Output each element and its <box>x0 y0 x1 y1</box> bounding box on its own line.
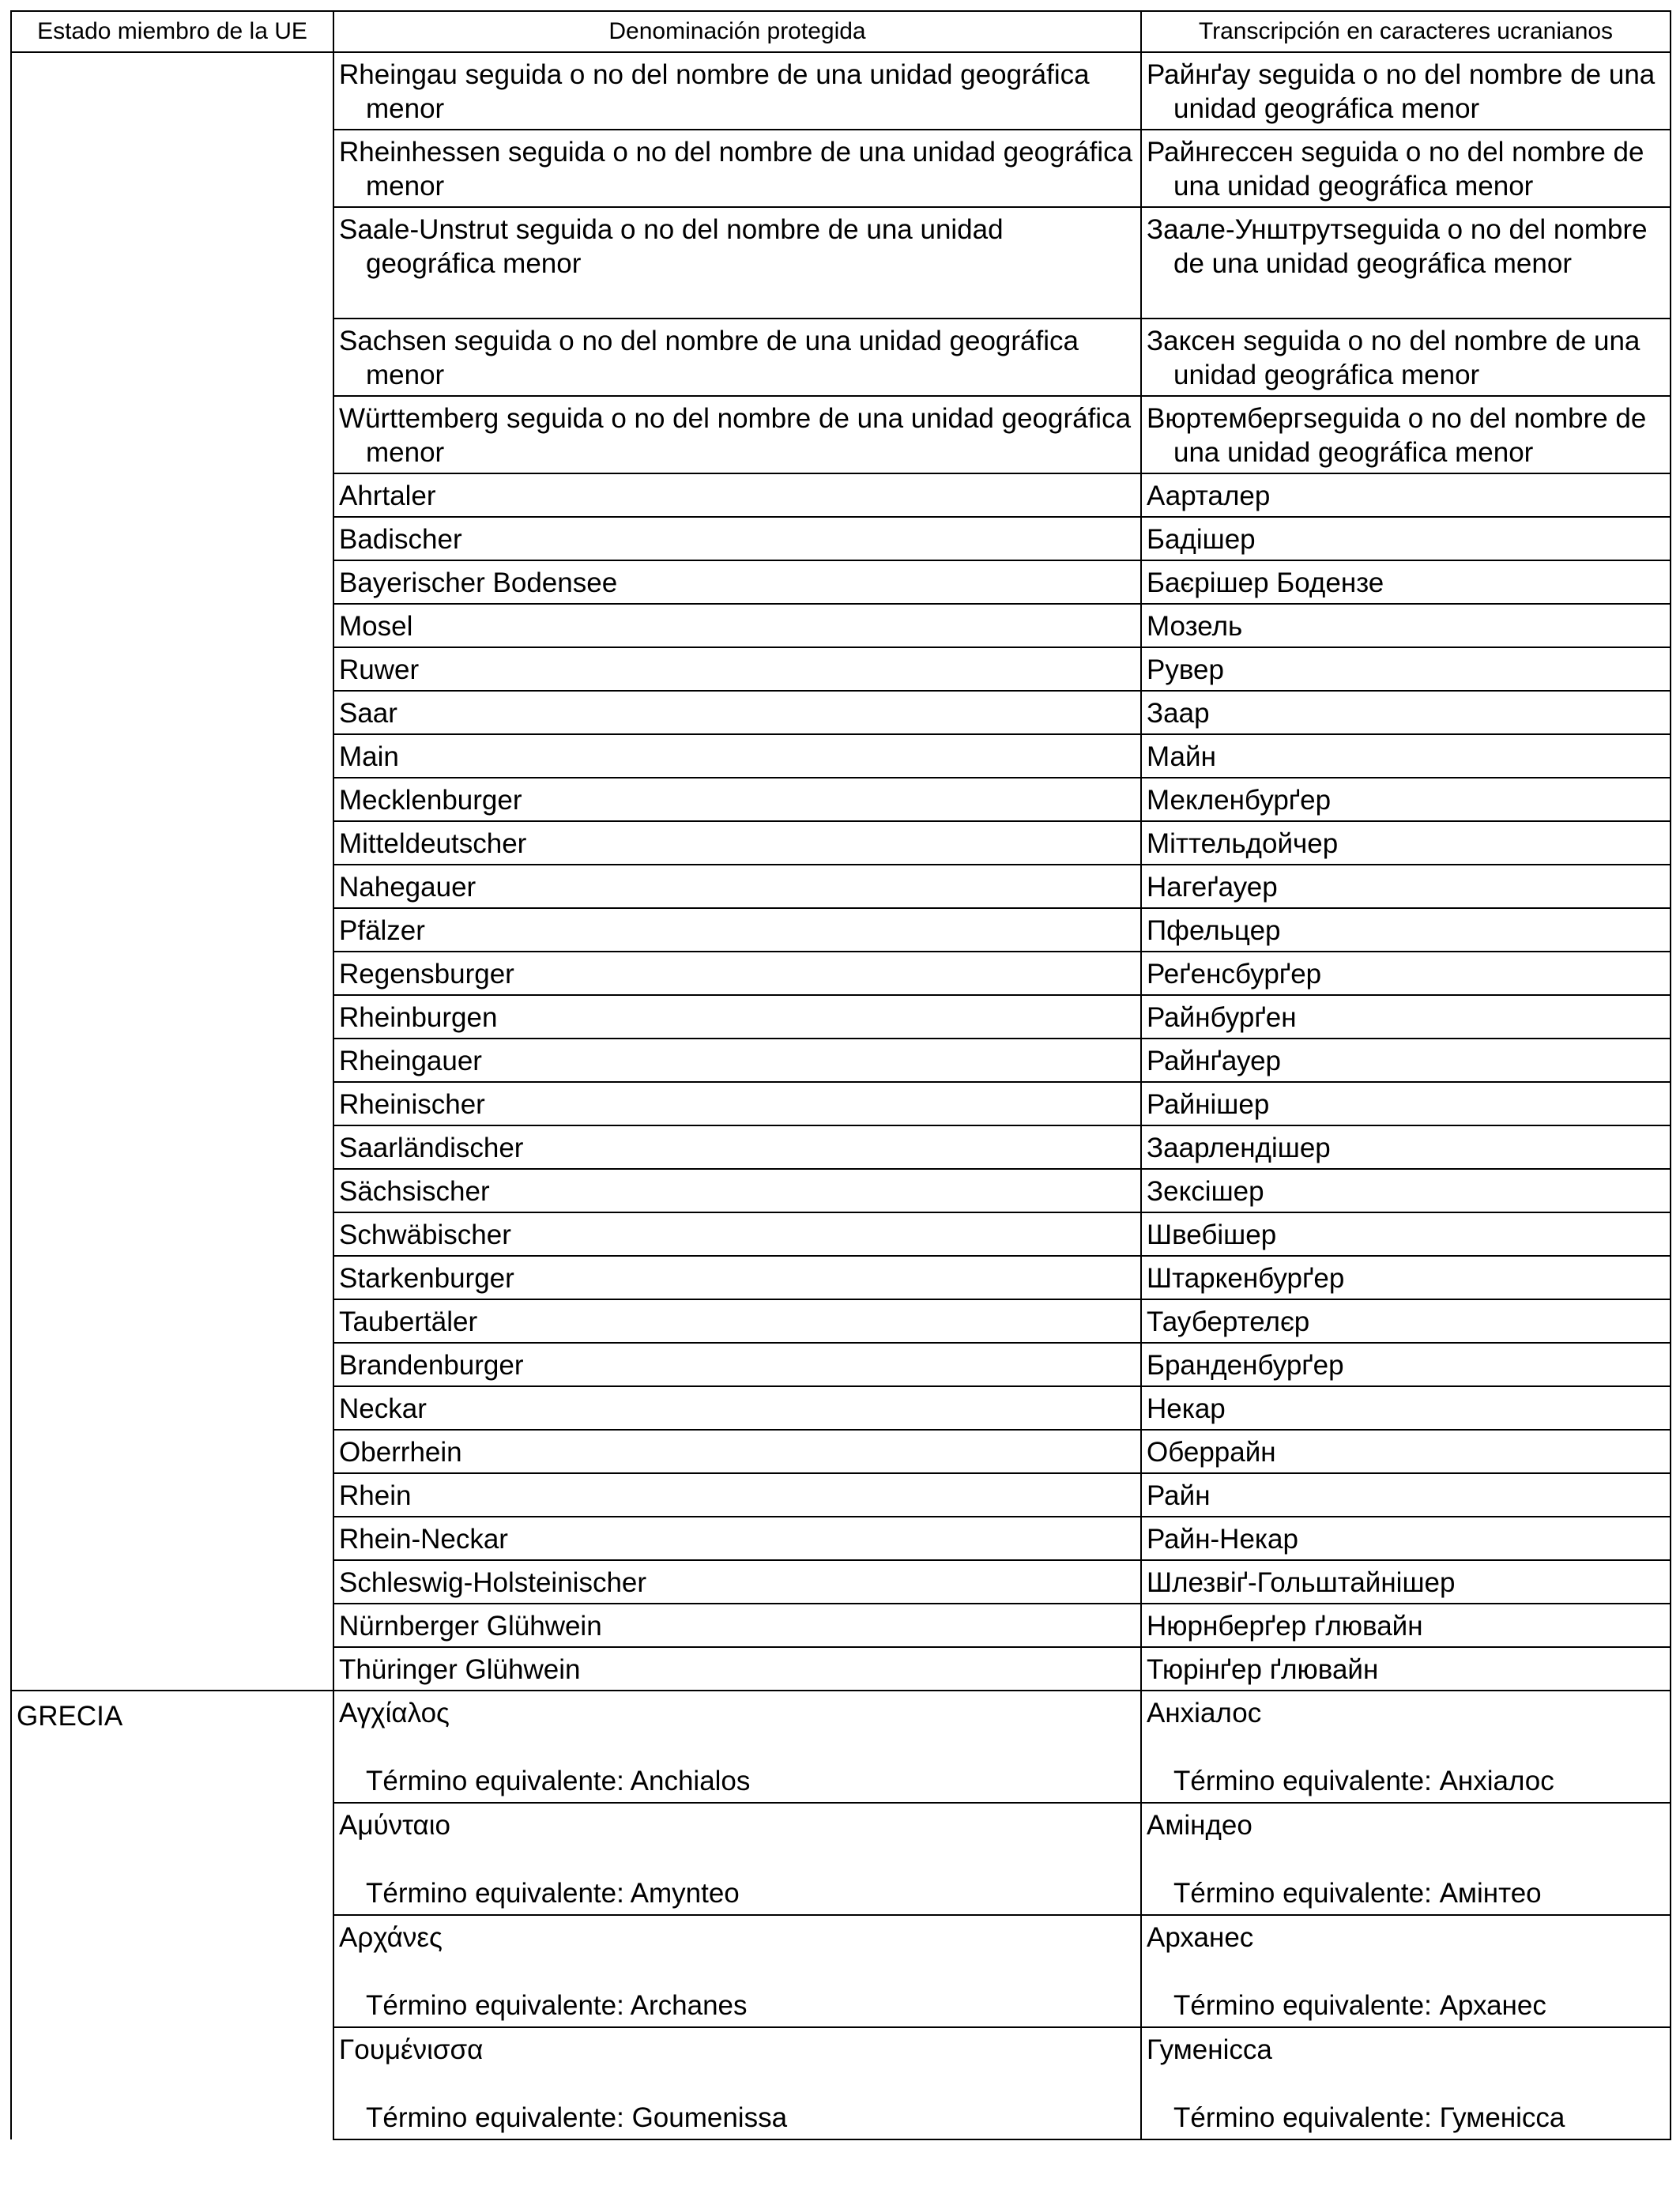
spacer <box>339 2067 1136 2101</box>
transcription-text: Аміндео <box>1147 1810 1252 1841</box>
transcription-text: Арханес <box>1147 1922 1254 1953</box>
denomination-text: Württemberg seguida o no del nombre de una unidad geográfica menor <box>339 403 1132 468</box>
transcription-cell <box>1141 1169 1671 1212</box>
equivalent-term-transcription: Término equivalente: Анхіалос <box>1173 1766 1554 1796</box>
transcription-cell <box>1141 1212 1671 1256</box>
transcription-cell <box>1141 995 1671 1039</box>
denomination-cell <box>333 1647 1141 1691</box>
spacer <box>339 1955 1136 1989</box>
transcription-text: Аарталер <box>1147 481 1271 511</box>
denomination-cell <box>333 1343 1141 1386</box>
denomination-cell <box>333 1082 1141 1125</box>
denomination-cell <box>333 647 1141 691</box>
spacer <box>1147 1955 1665 1989</box>
denomination-text: Pfälzer <box>339 915 425 946</box>
table-row <box>11 52 1671 130</box>
transcription-text: Анхіалос <box>1147 1698 1262 1728</box>
equivalent-term-transcription: Término equivalente: Арханес <box>1173 1990 1546 2021</box>
transcription-cell <box>1141 560 1671 604</box>
transcription-cell <box>1141 517 1671 560</box>
table-body <box>11 52 1671 2139</box>
denomination-text: Αμύνταιο <box>339 1810 450 1841</box>
spacer <box>1147 2067 1665 2101</box>
transcription-cell <box>1141 1039 1671 1082</box>
denomination-text: Ruwer <box>339 654 420 685</box>
transcription-text: Заале-Унштрутseguida o no del nombre de una unidad geográfica menor <box>1147 214 1648 279</box>
transcription-cell <box>1141 647 1671 691</box>
denomination-text: Rheinhessen seguida o no del nombre de una unidad geográfica menor <box>339 137 1133 202</box>
denominations-table <box>10 10 1671 2140</box>
transcription-text: Райнішер <box>1147 1089 1270 1120</box>
transcription-text: Пфельцер <box>1147 915 1281 946</box>
denomination-text: Oberrhein <box>339 1437 462 1468</box>
denomination-cell <box>333 1560 1141 1604</box>
transcription-cell <box>1141 130 1671 207</box>
transcription-text: Райнґау seguida o no del nombre de una unidad geográfica menor <box>1147 59 1656 124</box>
member-state-cell: GRECIA <box>11 1691 333 2139</box>
transcription-text: Таубертелєр <box>1147 1306 1310 1337</box>
transcription-text: Райнгессен seguida o no del nombre de una unidad geográfica menor <box>1147 137 1644 202</box>
transcription-cell <box>1141 1691 1671 1803</box>
denomination-text: Taubertäler <box>339 1306 478 1337</box>
transcription-cell <box>1141 1473 1671 1517</box>
denomination-cell <box>333 821 1141 865</box>
transcription-text: Мозель <box>1147 611 1243 642</box>
transcription-text: Оберрайн <box>1147 1437 1276 1468</box>
transcription-text: Вюртембергseguida o no del nombre de una unidad geográfica menor <box>1147 403 1647 468</box>
transcription-cell <box>1141 908 1671 952</box>
transcription-text: Баєрішер Бодензе <box>1147 567 1384 598</box>
denomination-cell <box>333 734 1141 778</box>
denomination-text: Rheingauer <box>339 1046 482 1076</box>
denomination-text: Saale-Unstrut seguida o no del nombre de una unidad geográfica menor <box>339 214 1004 279</box>
denomination-text: Rheinischer <box>339 1089 485 1120</box>
spacer <box>339 1842 1136 1876</box>
transcription-cell <box>1141 1256 1671 1299</box>
denomination-cell <box>333 2027 1141 2139</box>
denomination-text: Schleswig-Holsteinischer <box>339 1567 647 1598</box>
transcription-text: Райн-Некар <box>1147 1524 1298 1555</box>
denomination-cell <box>333 560 1141 604</box>
spacer <box>1147 1842 1665 1876</box>
denomination-cell <box>333 1125 1141 1169</box>
transcription-text: Бранденбурґер <box>1147 1350 1344 1381</box>
denomination-text: Brandenburger <box>339 1350 524 1381</box>
denomination-cell <box>333 604 1141 647</box>
transcription-text: Нюрнберґер ґлювайн <box>1147 1611 1423 1642</box>
equivalent-term: Término equivalente: Amynteo <box>366 1878 740 1909</box>
denomination-cell <box>333 952 1141 995</box>
transcription-cell <box>1141 396 1671 473</box>
transcription-cell <box>1141 319 1671 396</box>
denomination-cell <box>333 517 1141 560</box>
denomination-text: Main <box>339 741 399 772</box>
transcription-text: Нагеґауер <box>1147 872 1278 903</box>
denomination-cell <box>333 995 1141 1039</box>
denomination-cell <box>333 396 1141 473</box>
denomination-text: Rheinburgen <box>339 1002 498 1033</box>
transcription-cell <box>1141 865 1671 908</box>
denomination-text: Rhein <box>339 1480 412 1511</box>
denomination-text: Rheingau seguida o no del nombre de una unidad geográfica menor <box>339 59 1090 124</box>
transcription-text: Мекленбурґер <box>1147 785 1332 816</box>
denomination-cell <box>333 207 1141 319</box>
denomination-text: Starkenburger <box>339 1263 514 1294</box>
transcription-text: Райнбурґен <box>1147 1002 1297 1033</box>
denomination-cell <box>333 1691 1141 1803</box>
header-state: Estado miembro de la UE <box>11 11 333 52</box>
transcription-cell <box>1141 1517 1671 1560</box>
transcription-text: Реґенсбурґер <box>1147 959 1322 990</box>
denomination-text: Mecklenburger <box>339 785 522 816</box>
denomination-text: Mitteldeutscher <box>339 828 527 859</box>
transcription-cell <box>1141 1343 1671 1386</box>
header-denomination: Denominación protegida <box>333 11 1141 52</box>
denomination-cell <box>333 865 1141 908</box>
denomination-cell <box>333 1473 1141 1517</box>
spacer <box>1147 1730 1665 1764</box>
denomination-text: Mosel <box>339 611 413 642</box>
denomination-cell <box>333 1212 1141 1256</box>
denomination-text: Schwäbischer <box>339 1220 511 1250</box>
denomination-text: Ahrtaler <box>339 481 436 511</box>
denomination-cell <box>333 1430 1141 1473</box>
member-state-cell <box>11 52 333 1691</box>
denomination-cell <box>333 778 1141 821</box>
transcription-text: Гуменісса <box>1147 2034 1272 2065</box>
denomination-cell <box>333 908 1141 952</box>
spacer <box>339 1730 1136 1764</box>
denomination-cell <box>333 1169 1141 1212</box>
denomination-text: Saar <box>339 698 397 729</box>
transcription-cell <box>1141 734 1671 778</box>
denomination-text: Thüringer Glühwein <box>339 1654 581 1685</box>
denomination-text: Γουμένισσα <box>339 2034 484 2065</box>
transcription-text: Міттельдойчер <box>1147 828 1339 859</box>
header-row <box>11 11 1671 52</box>
denomination-cell <box>333 1803 1141 1915</box>
equivalent-term-transcription: Término equivalente: Амінтео <box>1173 1878 1542 1909</box>
denomination-cell <box>333 691 1141 734</box>
denomination-cell <box>333 1604 1141 1647</box>
denomination-text: Badischer <box>339 524 462 555</box>
denomination-text: Sachsen seguida o no del nombre de una unidad geográfica menor <box>339 326 1079 390</box>
transcription-cell <box>1141 1430 1671 1473</box>
transcription-cell <box>1141 1803 1671 1915</box>
denomination-cell <box>333 1915 1141 2027</box>
transcription-text: Штаркенбурґер <box>1147 1263 1345 1294</box>
denomination-cell <box>333 1299 1141 1343</box>
transcription-text: Некар <box>1147 1393 1226 1424</box>
denomination-text: Αγχίαλος <box>339 1698 450 1728</box>
transcription-text: Майн <box>1147 741 1216 772</box>
denomination-text: Neckar <box>339 1393 427 1424</box>
transcription-cell <box>1141 1604 1671 1647</box>
transcription-cell <box>1141 778 1671 821</box>
transcription-text: Зексішер <box>1147 1176 1264 1207</box>
transcription-cell <box>1141 1647 1671 1691</box>
denomination-text: Nürnberger Glühwein <box>339 1611 602 1642</box>
transcription-cell <box>1141 1299 1671 1343</box>
denomination-cell <box>333 130 1141 207</box>
denomination-text: Αρχάνες <box>339 1922 443 1953</box>
header-transcription: Transcripción en caracteres ucranianos <box>1141 11 1671 52</box>
equivalent-term: Término equivalente: Goumenissa <box>366 2102 788 2133</box>
transcription-text: Заар <box>1147 698 1210 729</box>
transcription-text: Заарлендішер <box>1147 1133 1331 1163</box>
transcription-text: Бадішер <box>1147 524 1256 555</box>
denomination-text: Sächsischer <box>339 1176 490 1207</box>
transcription-text: Заксен seguida o no del nombre de una unidad geográfica menor <box>1147 326 1640 390</box>
transcription-text: Швебішер <box>1147 1220 1277 1250</box>
transcription-text: Райн <box>1147 1480 1211 1511</box>
transcription-cell <box>1141 207 1671 319</box>
transcription-cell <box>1141 1386 1671 1430</box>
transcription-cell <box>1141 1915 1671 2027</box>
denomination-text: Saarländischer <box>339 1133 524 1163</box>
equivalent-term: Término equivalente: Anchialos <box>366 1766 751 1796</box>
denomination-text: Rhein-Neckar <box>339 1524 508 1555</box>
table-row <box>11 1691 1671 1803</box>
denomination-text: Nahegauer <box>339 872 477 903</box>
transcription-cell <box>1141 52 1671 130</box>
denomination-text: Regensburger <box>339 959 514 990</box>
transcription-cell <box>1141 604 1671 647</box>
denomination-cell <box>333 1039 1141 1082</box>
transcription-cell <box>1141 821 1671 865</box>
transcription-cell <box>1141 2027 1671 2139</box>
denomination-cell <box>333 319 1141 396</box>
denomination-cell <box>333 52 1141 130</box>
transcription-cell <box>1141 1125 1671 1169</box>
transcription-cell <box>1141 691 1671 734</box>
transcription-text: Тюрінґер ґлювайн <box>1147 1654 1379 1685</box>
transcription-cell <box>1141 952 1671 995</box>
denomination-cell <box>333 1256 1141 1299</box>
transcription-text: Шлезвіґ-Гольштайнішер <box>1147 1567 1456 1598</box>
transcription-cell <box>1141 1082 1671 1125</box>
denomination-cell <box>333 473 1141 517</box>
transcription-text: Рувер <box>1147 654 1224 685</box>
denomination-cell <box>333 1517 1141 1560</box>
transcription-text: Райнґауер <box>1147 1046 1282 1076</box>
transcription-cell <box>1141 473 1671 517</box>
equivalent-term: Término equivalente: Archanes <box>366 1990 748 2021</box>
transcription-cell <box>1141 1560 1671 1604</box>
denomination-text: Bayerischer Bodensee <box>339 567 618 598</box>
denomination-cell <box>333 1386 1141 1430</box>
equivalent-term-transcription: Término equivalente: Гуменісса <box>1173 2102 1565 2133</box>
